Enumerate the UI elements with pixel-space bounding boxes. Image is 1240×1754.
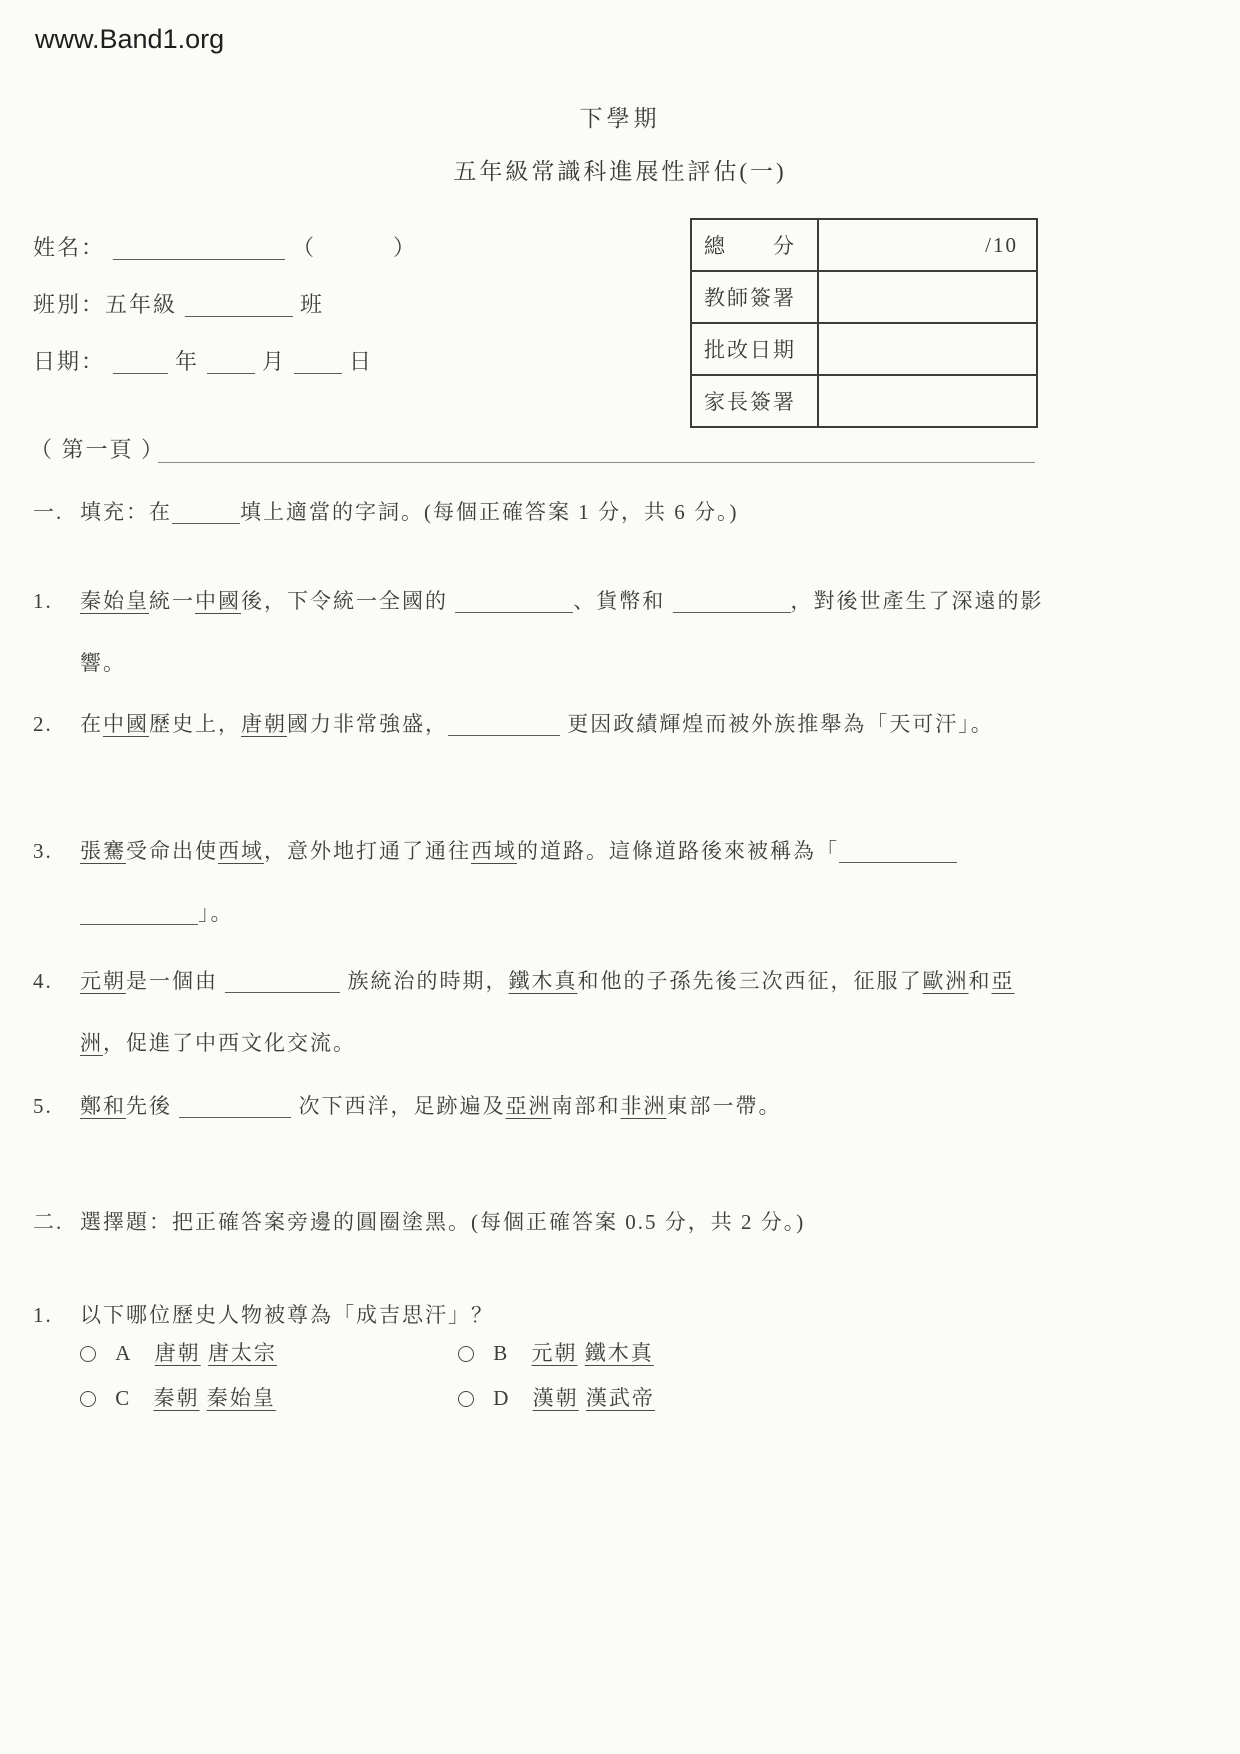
question-text: 以下哪位歷史人物被尊為「成吉思汗」？ — [80, 1303, 494, 1327]
answer-blank[interactable] — [455, 612, 573, 613]
option-circle-a[interactable] — [80, 1346, 96, 1362]
section-number: 一. — [33, 500, 64, 524]
text-segment — [200, 1386, 207, 1410]
text-segment: 統一 — [149, 589, 195, 613]
section-title — [80, 1202, 1048, 1242]
option-text — [155, 1341, 277, 1365]
text-segment: ，意外地打通了通往 — [264, 839, 471, 863]
question-number: 1. — [33, 1303, 53, 1327]
name-blank[interactable] — [113, 259, 285, 260]
fill-question-3 — [33, 820, 1048, 944]
answer-blank[interactable] — [172, 523, 240, 524]
answer-blank[interactable] — [179, 1117, 291, 1118]
underlined-term: 鐵木真 — [584, 1341, 654, 1365]
text-segment: 國力非常強盛， — [287, 712, 448, 736]
answer-blank[interactable] — [80, 924, 198, 925]
question-number: 4. — [33, 969, 53, 993]
option-letter: D — [493, 1386, 511, 1410]
text-segment — [579, 1386, 586, 1410]
text-segment: 東部一帶。 — [666, 1094, 782, 1118]
teacher-signature-cell[interactable] — [818, 271, 1037, 323]
name-line — [33, 228, 417, 268]
text-segment: 和 — [968, 969, 992, 993]
underlined-term: 亞洲 — [80, 969, 1015, 1055]
day-label: 日 — [349, 349, 374, 374]
month-label: 月 — [262, 349, 287, 374]
score-table — [690, 218, 1038, 428]
fill-question-4 — [33, 950, 1048, 1074]
total-score-value: /10 — [818, 219, 1037, 271]
underlined-term: 亞洲 — [505, 1094, 552, 1118]
option-circle-d[interactable] — [458, 1391, 474, 1407]
option-d[interactable] — [458, 1383, 836, 1413]
term-heading: 下學期 — [579, 106, 661, 131]
question-number: 5. — [33, 1094, 53, 1118]
underlined-term: 秦始皇 — [80, 589, 149, 613]
mc-options — [80, 1338, 836, 1413]
marking-date-cell[interactable] — [818, 323, 1037, 375]
answer-blank[interactable] — [448, 735, 560, 736]
option-circle-b[interactable] — [458, 1346, 474, 1362]
text-segment: 歷史上， — [149, 712, 241, 736]
text-segment: 在 — [80, 712, 103, 736]
class-blank[interactable] — [185, 316, 293, 317]
parent-signature-label: 家長簽署 — [691, 375, 818, 427]
text-segment: ，對後世產生了深遠的影響。 — [80, 589, 1044, 675]
text-segment: 填上適當的字詞。(每個正確答案 1 分，共 6 分。) — [240, 500, 739, 524]
table-row — [691, 219, 1037, 271]
table-row — [691, 375, 1037, 427]
option-letter: A — [115, 1341, 133, 1365]
underlined-term: 唐太宗 — [207, 1341, 277, 1365]
paren-close: ） — [393, 235, 418, 260]
underlined-term: 西域 — [471, 839, 517, 863]
underlined-term: 秦始皇 — [206, 1386, 276, 1410]
month-blank[interactable] — [207, 373, 255, 374]
option-letter: B — [493, 1341, 510, 1365]
answer-blank[interactable] — [839, 862, 957, 863]
date-line — [33, 342, 417, 382]
text-segment — [201, 1341, 208, 1365]
question-text — [80, 1075, 1048, 1137]
question-number: 3. — [33, 839, 53, 863]
class-label: 班別：五年級 — [33, 292, 178, 317]
question-text — [80, 693, 1048, 755]
section-number: 二. — [33, 1210, 64, 1234]
option-c[interactable] — [80, 1383, 458, 1413]
class-suffix: 班 — [300, 292, 325, 317]
horizontal-rule — [158, 462, 1035, 463]
text-segment: 族統治的時期， — [340, 969, 509, 993]
underlined-term: 唐朝 — [241, 712, 287, 736]
option-a[interactable] — [80, 1338, 458, 1368]
option-letter: C — [115, 1386, 132, 1410]
answer-blank[interactable] — [673, 612, 791, 613]
section-2-heading — [33, 1202, 1048, 1242]
text-segment: 受命出使 — [126, 839, 218, 863]
table-row — [691, 323, 1037, 375]
fill-question-1 — [33, 570, 1048, 694]
underlined-term: 歐洲 — [922, 969, 969, 993]
text-segment: 更因政績輝煌而被外族推舉為「天可汗」。 — [560, 712, 994, 736]
question-text — [80, 820, 1048, 944]
underlined-term: 西域 — [218, 839, 264, 863]
mc-question-1 — [33, 1295, 1048, 1335]
question-number: 1. — [33, 589, 53, 613]
year-label: 年 — [175, 349, 200, 374]
underlined-term: 元朝 — [80, 969, 126, 993]
page-marker: （ 第一頁 ） — [30, 437, 166, 462]
underlined-term: 張騫 — [80, 839, 126, 863]
student-info — [33, 228, 417, 399]
option-b[interactable] — [458, 1338, 836, 1368]
year-blank[interactable] — [113, 373, 168, 374]
answer-blank[interactable] — [225, 992, 340, 993]
option-circle-c[interactable] — [80, 1391, 96, 1407]
underlined-term: 鄭和 — [80, 1094, 126, 1118]
text-segment: 後，下令統一全國的 — [241, 589, 456, 613]
marking-date-label: 批改日期 — [691, 323, 818, 375]
text-segment — [578, 1341, 585, 1365]
watermark: www.Band1.org — [35, 24, 225, 54]
underlined-term: 唐朝 — [154, 1341, 201, 1365]
class-line — [33, 285, 417, 325]
underlined-term: 元朝 — [531, 1341, 578, 1365]
text-segment: 和他的子孫先後三次西征，征服了 — [577, 969, 923, 993]
fill-question-2 — [33, 693, 1048, 755]
underlined-term: 中國 — [195, 589, 241, 613]
section-title — [80, 492, 1048, 532]
question-number: 2. — [33, 712, 53, 736]
option-text — [532, 1341, 654, 1365]
text-segment: 」。 — [198, 901, 234, 925]
underlined-term: 秦朝 — [153, 1386, 200, 1410]
option-text — [533, 1386, 655, 1410]
day-blank[interactable] — [294, 373, 342, 374]
underlined-term: 漢朝 — [532, 1386, 579, 1410]
total-score-label: 總 分 — [691, 219, 818, 271]
underlined-term: 鐵木真 — [508, 969, 578, 993]
text-segment: 南部和 — [551, 1094, 621, 1118]
text-segment: 的道路。這條道路後來被稱為「 — [517, 839, 839, 863]
underlined-term: 非洲 — [620, 1094, 667, 1118]
underlined-term: 漢武帝 — [585, 1386, 655, 1410]
text-segment: 、貨幣和 — [573, 589, 673, 613]
date-label: 日期： — [33, 349, 106, 374]
text-segment: 是一個由 — [126, 969, 226, 993]
name-label: 姓名： — [33, 235, 106, 260]
question-text — [80, 570, 1048, 694]
fill-question-5 — [33, 1075, 1048, 1137]
page-title: 五年級常識科進展性評估(一) — [453, 159, 787, 184]
text-segment: 次下西洋，足跡遍及 — [291, 1094, 506, 1118]
teacher-signature-label: 教師簽署 — [691, 271, 818, 323]
underlined-term: 中國 — [103, 712, 149, 736]
text-segment: ，促進了中西文化交流。 — [103, 1031, 356, 1055]
question-text — [80, 950, 1048, 1074]
table-row — [691, 271, 1037, 323]
section-1-heading — [33, 492, 1048, 532]
text-segment: 先後 — [126, 1094, 180, 1118]
option-text — [154, 1386, 276, 1410]
parent-signature-cell[interactable] — [818, 375, 1037, 427]
text-segment: 填充：在 — [80, 500, 172, 524]
text-segment: 選擇題：把正確答案旁邊的圓圈塗黑。(每個正確答案 0.5 分，共 2 分。) — [80, 1210, 806, 1234]
paren-open: （ — [292, 235, 317, 260]
